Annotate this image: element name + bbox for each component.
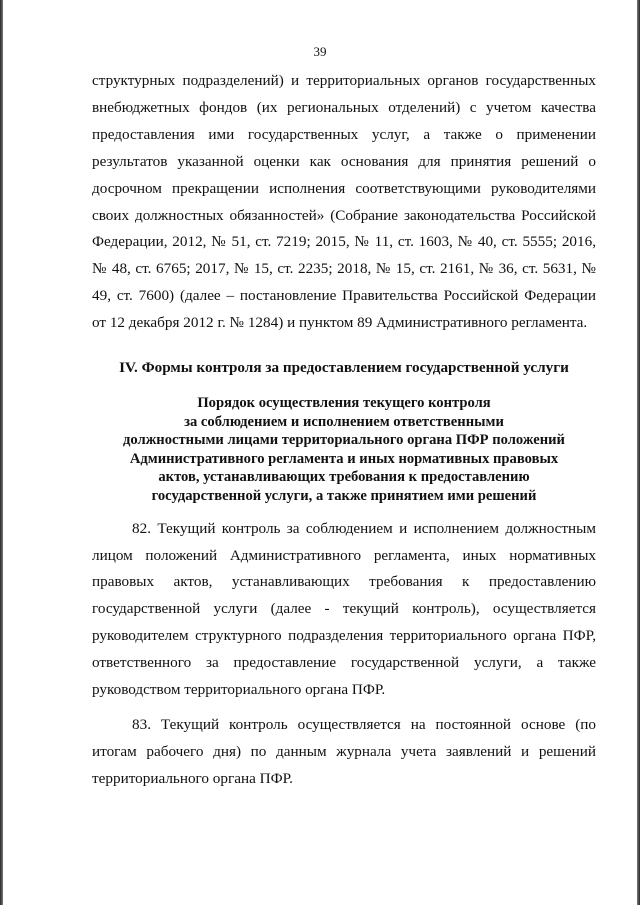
subsection-title-line: государственной услуги, а также принятием ими решений [151,488,537,505]
subsection-title-line: актов, устанавливающих требования к предоставлению [158,469,530,486]
intro-paragraph: структурных подразделений) и территориальных органов государственных внебюджетных фондов (их региональных отделений) с учетом качества предоставления ими государственных услуг, а также о применении результатов указанной оценки как основания для принятия решений о досрочном прекращении исполнения соответствующими руководителями своих должностных обязанностей» (Собрание законодательства Российской Федерации, 2012, № 51, ст. 7219; 2015, № 11, ст. 1603, № 40, ст. 5555; 2016, № 48, ст. 6765; 2017, № 15, ст. 2235; 2018, № 15, ст. 2161, № 36, ст. 5631, № 49, ст. 7600) (далее – постановление Правительства Российской Федерации от 12 декабря 2012 г. № 1284) и пунктом 89 Административного регламента. [92,72,596,332]
subsection-title-line: Административного регламента и иных нормативных правовых [129,450,559,467]
page-number: 39 [313,44,327,59]
subsection-title-line: Порядок осуществления текущего контроля [197,395,491,412]
subsection-title-line: должностными лицами территориального органа ПФР положений [123,432,565,449]
section-title: IV. Формы контроля за предоставлением государственной услуги [119,359,569,377]
document-body [92,68,596,793]
paragraph-83: 83. Текущий контроль осуществляется на постоянной основе (по итогам рабочего дня) по данным журнала учета заявлений и решений территориального органа ПФР. [92,715,596,787]
subsection-title-line: за соблюдением и исполнением ответственными [184,413,504,430]
scan-edge-left [0,0,3,905]
subsection-title [92,394,596,506]
paragraph-82: 82. Текущий контроль за соблюдением и исполнением должностным лицом положений Административного регламента, иных нормативных правовых актов, устанавливающих требования к предоставлению государственной услуги (далее - текущий контроль), осуществляется руководителем структурного подразделения территориального органа ПФР, ответственного за предоставление государственной услуги, а также руководством территориального органа ПФР. [92,519,596,699]
